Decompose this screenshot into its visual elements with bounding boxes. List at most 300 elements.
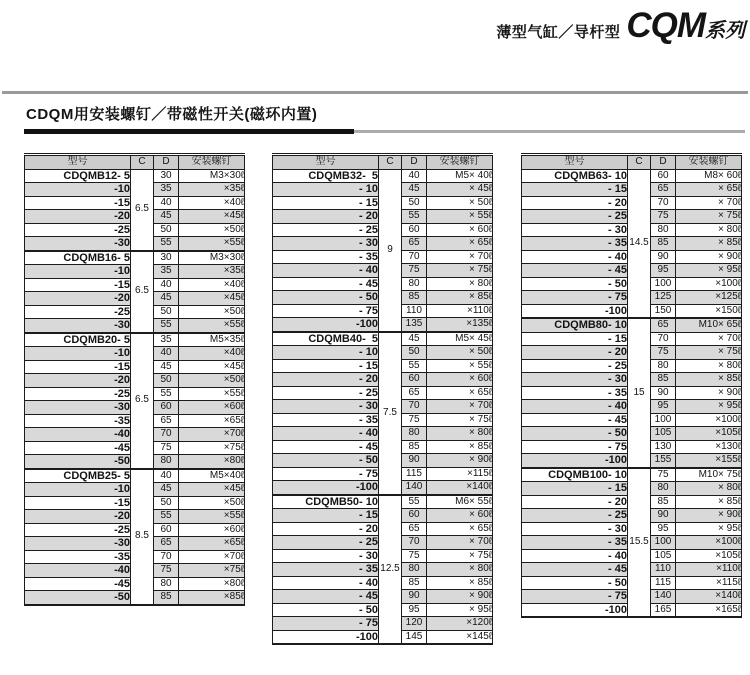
mounting-screw-cell: × 85ℓ [676, 495, 742, 509]
d-dimension-cell: 75 [154, 564, 179, 578]
mounting-screw-cell: ×55ℓ [179, 237, 245, 251]
c-dimension-cell: 15 [628, 318, 651, 468]
model-cell: - 75 [273, 467, 379, 481]
d-dimension-cell: 75 [402, 413, 427, 427]
mounting-screw-cell: × 85ℓ [427, 576, 493, 590]
model-cell: -25 [25, 223, 131, 237]
model-cell: - 20 [522, 196, 628, 210]
model-cell: - 25 [273, 223, 379, 237]
d-dimension-cell: 50 [402, 196, 427, 210]
model-cell: -100 [522, 304, 628, 318]
d-dimension-cell: 145 [402, 630, 427, 644]
d-dimension-cell: 70 [651, 332, 676, 346]
d-dimension-cell: 70 [402, 400, 427, 414]
mounting-screw-cell: ×35ℓ [179, 265, 245, 279]
mounting-screw-cell: × 90ℓ [676, 386, 742, 400]
mounting-screw-cell: ×55ℓ [179, 510, 245, 524]
column-header-c: C [131, 155, 154, 170]
d-dimension-cell: 40 [154, 347, 179, 361]
mounting-screw-cell: ×50ℓ [179, 223, 245, 237]
table-row [273, 169, 493, 183]
mounting-screw-cell: ×70ℓ [179, 428, 245, 442]
d-dimension-cell: 40 [154, 278, 179, 292]
mounting-screw-cell: × 95ℓ [427, 603, 493, 617]
mounting-screw-cell: × 80ℓ [427, 277, 493, 291]
header-row [273, 155, 493, 170]
spec-table-middle [272, 153, 493, 645]
d-dimension-cell: 85 [154, 591, 179, 605]
d-dimension-cell: 135 [402, 318, 427, 332]
mounting-screw-cell: ×110ℓ [427, 304, 493, 318]
mounting-screw-cell: × 85ℓ [676, 373, 742, 387]
mounting-screw-cell: × 95ℓ [676, 264, 742, 278]
mounting-screw-cell: × 80ℓ [676, 223, 742, 237]
d-dimension-cell: 50 [154, 305, 179, 319]
mounting-screw-cell: ×135ℓ [427, 318, 493, 332]
mounting-screw-cell: × 90ℓ [676, 509, 742, 523]
mounting-screw-cell: ×115ℓ [676, 576, 742, 590]
d-dimension-cell: 165 [651, 603, 676, 617]
d-dimension-cell: 70 [651, 196, 676, 210]
mounting-screw-cell: ×60ℓ [179, 401, 245, 415]
model-cell: - 30 [522, 373, 628, 387]
d-dimension-cell: 150 [651, 304, 676, 318]
model-cell: -100 [273, 630, 379, 644]
model-cell: - 20 [522, 495, 628, 509]
model-cell: -30 [25, 237, 131, 251]
column-header-c: C [379, 155, 402, 170]
mounting-screw-cell: ×100ℓ [676, 413, 742, 427]
d-dimension-cell: 65 [402, 237, 427, 251]
mounting-screw-cell: ×65ℓ [179, 537, 245, 551]
model-cell: - 45 [273, 590, 379, 604]
d-dimension-cell: 40 [402, 169, 427, 183]
d-dimension-cell: 80 [402, 277, 427, 291]
model-cell: -15 [25, 496, 131, 510]
c-dimension-cell: 6.5 [131, 169, 154, 251]
model-cell: - 35 [273, 413, 379, 427]
mounting-screw-cell: ×50ℓ [179, 374, 245, 388]
mounting-screw-cell: ×105ℓ [676, 549, 742, 563]
d-dimension-cell: 120 [402, 617, 427, 631]
d-dimension-cell: 95 [651, 522, 676, 536]
d-dimension-cell: 65 [402, 386, 427, 400]
d-dimension-cell: 140 [651, 590, 676, 604]
column-header-model: 型号 [522, 155, 628, 170]
mounting-screw-cell: ×40ℓ [179, 347, 245, 361]
d-dimension-cell: 110 [651, 563, 676, 577]
mounting-screw-cell: M5× 40ℓ [427, 169, 493, 183]
d-dimension-cell: 45 [154, 360, 179, 374]
mounting-screw-cell: × 80ℓ [676, 482, 742, 496]
mounting-screw-cell: × 70ℓ [676, 196, 742, 210]
d-dimension-cell: 45 [402, 183, 427, 197]
d-dimension-cell: 60 [402, 373, 427, 387]
d-dimension-cell: 50 [154, 223, 179, 237]
c-dimension-cell: 6.5 [131, 333, 154, 469]
d-dimension-cell: 30 [154, 251, 179, 265]
model-cell: - 30 [522, 522, 628, 536]
mounting-screw-cell: ×100ℓ [676, 536, 742, 550]
model-cell: -30 [25, 401, 131, 415]
c-dimension-cell: 15.5 [628, 468, 651, 618]
table-row [273, 495, 493, 509]
model-cell: CDQMB80- 10 [522, 318, 628, 332]
mounting-screw-cell: ×45ℓ [179, 292, 245, 306]
model-cell: -35 [25, 550, 131, 564]
model-cell: -50 [25, 591, 131, 605]
model-cell: - 15 [522, 332, 628, 346]
model-cell: -100 [273, 481, 379, 495]
model-cell: -35 [25, 414, 131, 428]
mounting-screw-cell: ×75ℓ [179, 441, 245, 455]
mounting-screw-cell: ×50ℓ [179, 305, 245, 319]
d-dimension-cell: 55 [402, 210, 427, 224]
model-cell: - 40 [522, 549, 628, 563]
model-cell: -25 [25, 305, 131, 319]
mounting-screw-cell: × 85ℓ [427, 291, 493, 305]
d-dimension-cell: 130 [651, 440, 676, 454]
mounting-screw-cell: M3×30ℓ [179, 251, 245, 265]
model-cell: - 45 [522, 264, 628, 278]
d-dimension-cell: 75 [651, 346, 676, 360]
column-header-d: D [402, 155, 427, 170]
d-dimension-cell: 75 [402, 264, 427, 278]
mounting-screw-cell: ×120ℓ [427, 617, 493, 631]
model-cell: - 25 [273, 536, 379, 550]
mounting-screw-cell: × 65ℓ [427, 237, 493, 251]
c-dimension-cell: 8.5 [131, 469, 154, 605]
model-cell: CDQMB40- 5 [273, 332, 379, 346]
d-dimension-cell: 90 [651, 386, 676, 400]
d-dimension-cell: 70 [154, 428, 179, 442]
model-cell: - 75 [273, 304, 379, 318]
mounting-screw-cell: × 80ℓ [427, 427, 493, 441]
model-cell: -10 [25, 347, 131, 361]
model-cell: - 30 [273, 549, 379, 563]
header-category: 薄型气缸／导杆型 [496, 24, 621, 41]
model-cell: - 45 [273, 440, 379, 454]
mounting-screw-cell: × 80ℓ [427, 563, 493, 577]
mounting-screw-cell: ×125ℓ [676, 291, 742, 305]
column-header-model: 型号 [25, 155, 131, 170]
model-cell: -45 [25, 577, 131, 591]
d-dimension-cell: 85 [651, 373, 676, 387]
mounting-screw-cell: × 60ℓ [427, 373, 493, 387]
model-cell: - 35 [273, 250, 379, 264]
model-cell: - 40 [273, 576, 379, 590]
mounting-screw-cell: M5×40ℓ [179, 469, 245, 483]
mounting-screw-cell: ×60ℓ [179, 523, 245, 537]
model-cell: -20 [25, 374, 131, 388]
d-dimension-cell: 75 [154, 441, 179, 455]
model-cell: - 25 [522, 210, 628, 224]
mounting-screw-cell: × 65ℓ [427, 522, 493, 536]
d-dimension-cell: 40 [154, 469, 179, 483]
model-cell: - 75 [522, 291, 628, 305]
model-cell: CDQMB25- 5 [25, 469, 131, 483]
d-dimension-cell: 80 [154, 455, 179, 469]
mounting-screw-cell: × 95ℓ [676, 522, 742, 536]
model-cell: - 30 [273, 237, 379, 251]
header-series-name: CQM [626, 6, 705, 45]
column-header-screw: 安装螺钉 [179, 155, 245, 170]
d-dimension-cell: 50 [154, 496, 179, 510]
mounting-screw-cell: ×80ℓ [179, 455, 245, 469]
mounting-screw-cell: M3×30ℓ [179, 169, 245, 183]
d-dimension-cell: 30 [154, 169, 179, 183]
model-cell: - 50 [273, 603, 379, 617]
d-dimension-cell: 100 [651, 277, 676, 291]
model-cell: - 40 [273, 427, 379, 441]
mounting-screw-cell: ×55ℓ [179, 319, 245, 333]
d-dimension-cell: 100 [651, 536, 676, 550]
model-cell: - 50 [273, 454, 379, 468]
mounting-screw-cell: × 90ℓ [427, 590, 493, 604]
d-dimension-cell: 80 [651, 223, 676, 237]
d-dimension-cell: 35 [154, 183, 179, 197]
mounting-screw-cell: M5× 45ℓ [427, 332, 493, 346]
d-dimension-cell: 60 [402, 509, 427, 523]
d-dimension-cell: 75 [651, 210, 676, 224]
d-dimension-cell: 45 [154, 483, 179, 497]
d-dimension-cell: 75 [402, 549, 427, 563]
section-divider-gray [354, 130, 745, 133]
model-cell: -30 [25, 319, 131, 333]
d-dimension-cell: 80 [402, 563, 427, 577]
model-cell: -100 [522, 454, 628, 468]
model-cell: - 10 [273, 183, 379, 197]
d-dimension-cell: 85 [651, 495, 676, 509]
mounting-screw-cell: M8× 60ℓ [676, 169, 742, 183]
mounting-screw-cell: × 50ℓ [427, 346, 493, 360]
d-dimension-cell: 105 [651, 427, 676, 441]
mounting-screw-cell: ×140ℓ [427, 481, 493, 495]
d-dimension-cell: 35 [154, 265, 179, 279]
model-cell: - 35 [522, 237, 628, 251]
mounting-screw-cell: × 70ℓ [427, 536, 493, 550]
model-cell: - 40 [522, 250, 628, 264]
d-dimension-cell: 70 [154, 550, 179, 564]
mounting-screw-cell: × 85ℓ [427, 440, 493, 454]
d-dimension-cell: 140 [402, 481, 427, 495]
model-cell: -20 [25, 210, 131, 224]
d-dimension-cell: 55 [402, 495, 427, 509]
mounting-screw-cell: M5×35ℓ [179, 333, 245, 347]
d-dimension-cell: 70 [402, 250, 427, 264]
mounting-screw-cell: × 55ℓ [427, 210, 493, 224]
d-dimension-cell: 75 [651, 468, 676, 482]
model-cell: CDQMB100- 10 [522, 468, 628, 482]
d-dimension-cell: 35 [154, 333, 179, 347]
mounting-screw-cell: ×75ℓ [179, 564, 245, 578]
mounting-screw-cell: × 70ℓ [427, 250, 493, 264]
d-dimension-cell: 60 [402, 223, 427, 237]
d-dimension-cell: 85 [402, 291, 427, 305]
model-cell: - 25 [522, 509, 628, 523]
d-dimension-cell: 115 [402, 467, 427, 481]
d-dimension-cell: 45 [402, 332, 427, 346]
mounting-screw-cell: × 50ℓ [427, 196, 493, 210]
model-cell: CDQMB16- 5 [25, 251, 131, 265]
column-header-d: D [651, 155, 676, 170]
model-cell: -50 [25, 455, 131, 469]
d-dimension-cell: 110 [402, 304, 427, 318]
model-cell: - 50 [273, 291, 379, 305]
mounting-screw-cell: ×50ℓ [179, 496, 245, 510]
mounting-screw-cell: ×55ℓ [179, 387, 245, 401]
d-dimension-cell: 80 [651, 482, 676, 496]
d-dimension-cell: 105 [651, 549, 676, 563]
mounting-screw-cell: ×130ℓ [676, 440, 742, 454]
mounting-screw-cell: ×70ℓ [179, 550, 245, 564]
model-cell: - 35 [273, 563, 379, 577]
model-cell: - 25 [273, 386, 379, 400]
mounting-screw-cell: ×45ℓ [179, 483, 245, 497]
table-row [25, 251, 245, 265]
model-cell: -20 [25, 292, 131, 306]
c-dimension-cell: 7.5 [379, 332, 402, 495]
mounting-screw-cell: M10× 75ℓ [676, 468, 742, 482]
model-cell: -10 [25, 483, 131, 497]
d-dimension-cell: 95 [402, 603, 427, 617]
d-dimension-cell: 60 [154, 523, 179, 537]
mounting-screw-cell: ×165ℓ [676, 603, 742, 617]
table-row [522, 468, 742, 482]
model-cell: - 15 [273, 359, 379, 373]
model-cell: - 15 [273, 509, 379, 523]
d-dimension-cell: 65 [651, 183, 676, 197]
mounting-screw-cell: × 45ℓ [427, 183, 493, 197]
mounting-screw-cell: ×140ℓ [676, 590, 742, 604]
d-dimension-cell: 70 [402, 536, 427, 550]
mounting-screw-cell: × 65ℓ [427, 386, 493, 400]
mounting-screw-cell: × 75ℓ [676, 346, 742, 360]
model-cell: - 45 [522, 563, 628, 577]
mounting-screw-cell: ×145ℓ [427, 630, 493, 644]
mounting-screw-cell: × 75ℓ [427, 413, 493, 427]
mounting-screw-cell: × 80ℓ [676, 359, 742, 373]
d-dimension-cell: 55 [154, 237, 179, 251]
mounting-screw-cell: × 60ℓ [427, 223, 493, 237]
model-cell: - 40 [273, 264, 379, 278]
table-row [25, 333, 245, 347]
d-dimension-cell: 155 [651, 454, 676, 468]
model-cell: - 30 [522, 223, 628, 237]
d-dimension-cell: 85 [402, 440, 427, 454]
table-row [25, 469, 245, 483]
d-dimension-cell: 60 [154, 401, 179, 415]
d-dimension-cell: 90 [651, 509, 676, 523]
column-header-c: C [628, 155, 651, 170]
column-header-d: D [154, 155, 179, 170]
section-divider [24, 129, 745, 135]
mounting-screw-cell: ×100ℓ [676, 277, 742, 291]
column-header-model: 型号 [273, 155, 379, 170]
model-cell: - 75 [522, 590, 628, 604]
header-row [25, 155, 245, 170]
mounting-screw-cell: × 85ℓ [676, 237, 742, 251]
table-row [522, 169, 742, 183]
mounting-screw-cell: ×45ℓ [179, 360, 245, 374]
c-dimension-cell: 12.5 [379, 495, 402, 645]
model-cell: -25 [25, 523, 131, 537]
mounting-screw-cell: ×65ℓ [179, 414, 245, 428]
top-divider [2, 91, 748, 94]
model-cell: - 50 [522, 576, 628, 590]
header-row [522, 155, 742, 170]
mounting-screw-cell: ×115ℓ [427, 467, 493, 481]
model-cell: CDQMB50- 10 [273, 495, 379, 509]
page-header [496, 6, 745, 46]
mounting-screw-cell: × 75ℓ [427, 549, 493, 563]
mounting-screw-cell: ×105ℓ [676, 427, 742, 441]
mounting-screw-cell: × 70ℓ [427, 400, 493, 414]
d-dimension-cell: 55 [402, 359, 427, 373]
c-dimension-cell: 14.5 [628, 169, 651, 318]
mounting-screw-cell: × 75ℓ [676, 210, 742, 224]
d-dimension-cell: 95 [651, 264, 676, 278]
d-dimension-cell: 90 [651, 250, 676, 264]
mounting-screw-cell: ×40ℓ [179, 196, 245, 210]
d-dimension-cell: 65 [402, 522, 427, 536]
model-cell: -25 [25, 387, 131, 401]
model-cell: - 45 [522, 413, 628, 427]
model-cell: - 35 [522, 386, 628, 400]
model-cell: -15 [25, 196, 131, 210]
d-dimension-cell: 80 [154, 577, 179, 591]
mounting-screw-cell: × 90ℓ [427, 454, 493, 468]
table-row [273, 332, 493, 346]
model-cell: - 10 [273, 346, 379, 360]
section-title: CDQM用安装螺钉／带磁性开关(磁环内置) [26, 106, 318, 123]
model-cell: -45 [25, 441, 131, 455]
mounting-screw-cell: ×110ℓ [676, 563, 742, 577]
d-dimension-cell: 45 [154, 210, 179, 224]
spec-table-left [24, 153, 245, 606]
c-dimension-cell: 9 [379, 169, 402, 332]
mounting-screw-cell: ×45ℓ [179, 210, 245, 224]
d-dimension-cell: 80 [402, 427, 427, 441]
model-cell: -40 [25, 564, 131, 578]
mounting-screw-cell: × 60ℓ [427, 509, 493, 523]
d-dimension-cell: 90 [402, 590, 427, 604]
model-cell: -10 [25, 265, 131, 279]
d-dimension-cell: 60 [651, 169, 676, 183]
d-dimension-cell: 65 [154, 414, 179, 428]
mounting-screw-cell: M6× 55ℓ [427, 495, 493, 509]
model-cell: -100 [522, 603, 628, 617]
d-dimension-cell: 125 [651, 291, 676, 305]
model-cell: - 15 [273, 196, 379, 210]
model-cell: - 45 [273, 277, 379, 291]
model-cell: - 30 [273, 400, 379, 414]
model-cell: - 50 [522, 427, 628, 441]
header-series-suffix: 系列 [705, 20, 745, 42]
model-cell: - 40 [522, 400, 628, 414]
column-header-screw: 安装螺钉 [676, 155, 742, 170]
d-dimension-cell: 115 [651, 576, 676, 590]
d-dimension-cell: 65 [154, 537, 179, 551]
mounting-screw-cell: × 75ℓ [427, 264, 493, 278]
model-cell: CDQMB32- 5 [273, 169, 379, 183]
d-dimension-cell: 80 [651, 359, 676, 373]
table-row [522, 318, 742, 332]
mounting-screw-cell: ×40ℓ [179, 278, 245, 292]
column-header-screw: 安装螺钉 [427, 155, 493, 170]
model-cell: - 35 [522, 536, 628, 550]
model-cell: - 75 [522, 440, 628, 454]
